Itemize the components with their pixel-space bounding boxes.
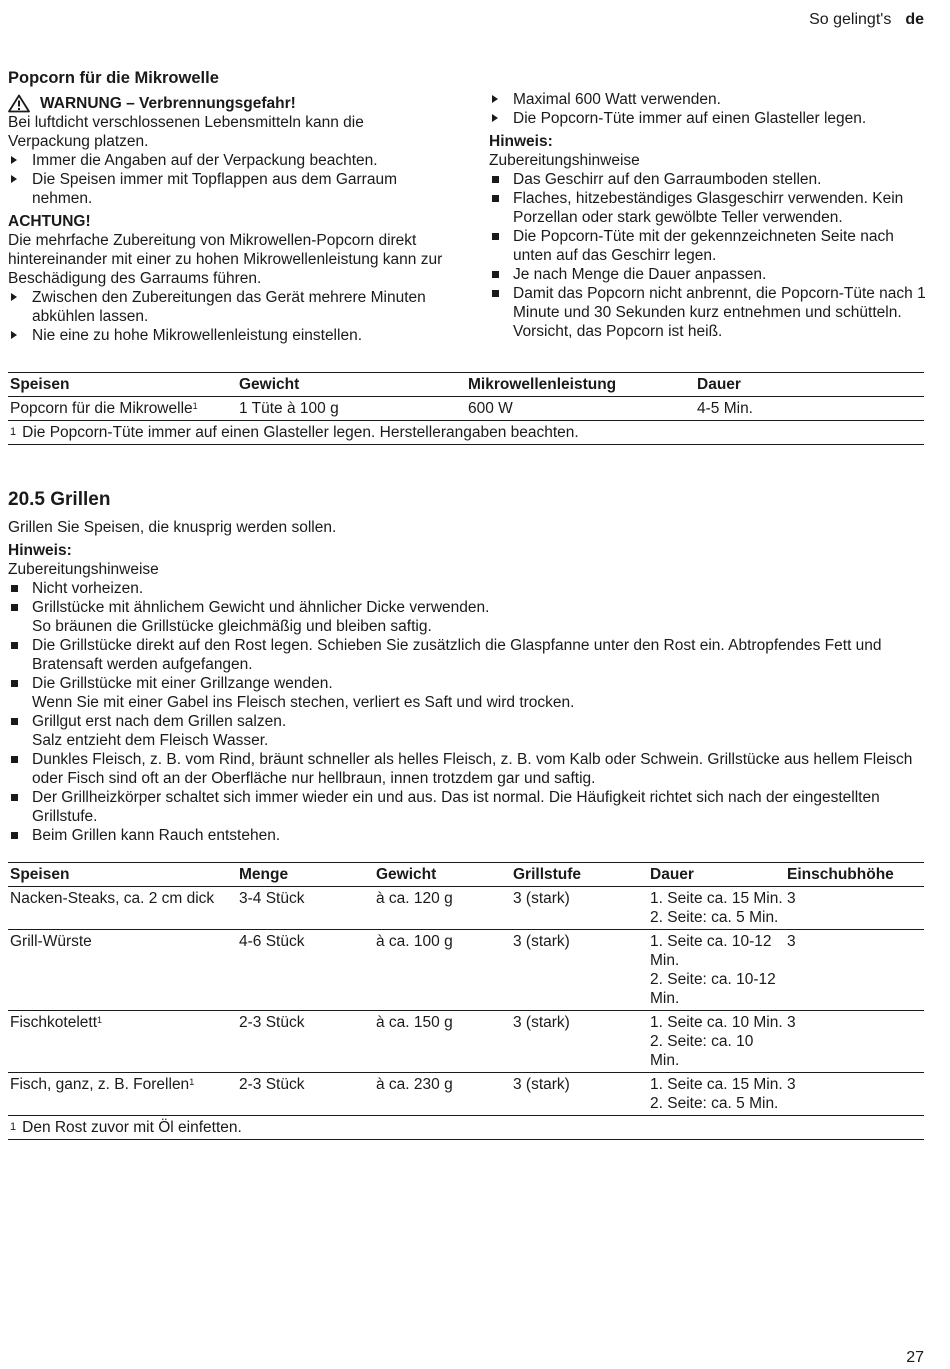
table-header: Speisen	[10, 866, 70, 883]
footnote-mark: 1	[10, 1121, 17, 1133]
table-cell: à ca. 120 g	[376, 890, 453, 907]
table-cell: 4-5 Min.	[697, 400, 753, 417]
table-row	[8, 930, 924, 1011]
table-header: Einschubhöhe	[787, 866, 894, 883]
grill-table	[8, 862, 924, 1140]
table-header: Dauer	[697, 376, 741, 393]
table-footnote	[8, 1116, 924, 1140]
list-item: Zwischen den Zubereitungen das Gerät mehrere Minuten abkühlen lassen.	[8, 288, 448, 326]
footnote-mark: 1	[10, 426, 17, 438]
note-list	[489, 170, 929, 341]
table-header: Gewicht	[376, 866, 437, 883]
table-cell: 3	[787, 933, 796, 950]
cell-text: 1. Seite ca. 15 Min.	[650, 890, 783, 907]
item-text: Grillgut erst nach dem Grillen salzen.	[32, 713, 287, 730]
table-row	[8, 887, 924, 930]
grill-intro: Grillen Sie Speisen, die knusprig werden sollen.	[8, 519, 337, 536]
footnote-text: Den Rost zuvor mit Öl einfetten.	[22, 1119, 242, 1136]
page-number: 27	[906, 1349, 924, 1366]
footnote-ref: 1	[192, 401, 198, 411]
table-cell: 3 (stark)	[513, 890, 570, 907]
table-cell: à ca. 100 g	[376, 933, 453, 950]
list-item	[8, 598, 928, 636]
footnote-ref: 1	[189, 1077, 195, 1087]
table-header-row	[8, 863, 924, 887]
table-cell: 4-6 Stück	[239, 933, 305, 950]
warning-heading	[8, 94, 448, 113]
table-footnote	[8, 421, 924, 445]
table-cell	[8, 930, 237, 1011]
table-header-row	[8, 373, 924, 397]
list-item	[8, 750, 928, 788]
table-cell: 3	[787, 890, 796, 907]
popcorn-left-column	[8, 68, 448, 345]
cell-text: 2. Seite: ca. 10 Min.	[650, 1033, 754, 1069]
table-cell	[8, 1011, 237, 1073]
caution-list	[8, 288, 448, 345]
warning-list	[8, 151, 448, 208]
table-header: Dauer	[650, 866, 694, 883]
note-title: Hinweis:	[489, 133, 553, 150]
cell-text: Fisch, ganz, z. B. Forellen	[10, 1076, 190, 1093]
list-item: Das Geschirr auf den Garraumboden stellen.	[489, 170, 929, 189]
list-item: Die Popcorn-Tüte immer auf einen Glasteller legen.	[489, 109, 929, 128]
list-item	[8, 788, 928, 826]
table-cell: 3 (stark)	[513, 1014, 570, 1031]
table-cell: 3-4 Stück	[239, 890, 305, 907]
warning-title: WARNUNG – Verbrennungsgefahr!	[40, 95, 296, 112]
table-cell: 3 (stark)	[513, 933, 570, 950]
warning-text: Bei luftdicht verschlossenen Lebensmitteln kann die Verpackung platzen.	[8, 114, 364, 150]
cell-text: Grill-Würste	[10, 933, 92, 950]
table-header: Menge	[239, 866, 289, 883]
cell-text: Nacken-Steaks, ca. 2 cm dick	[10, 890, 215, 907]
list-item	[8, 579, 928, 598]
item-text: Die Grillstücke direkt auf den Rost legen. Schieben Sie zusätzlich die Glaspfanne unter den Rost ein. Abtropfendes Fett und Bratensaft werden aufgefangen.	[32, 637, 882, 673]
list-item: Je nach Menge die Dauer anpassen.	[489, 265, 929, 284]
cell-text: 2. Seite: ca. 5 Min.	[650, 909, 779, 926]
popcorn-right-column	[489, 90, 929, 341]
cell-text: 1. Seite ca. 10-12 Min.	[650, 933, 772, 969]
cell-text: 1. Seite ca. 15 Min.	[650, 1076, 783, 1093]
list-item: Nie eine zu hohe Mikrowellenleistung einstellen.	[8, 326, 448, 345]
page-header	[809, 10, 924, 29]
item-text: Dunkles Fleisch, z. B. vom Rind, bräunt schneller als helles Fleisch, z. B. vom Kalb oder Schwein. Grillstücke aus hellem Fleisch oder Fisch sind oft an der Oberfläche nur hellbraun, innen trotzdem gar und saftig.	[32, 751, 913, 787]
table-header: Mikrowellenleistung	[468, 376, 617, 393]
table-cell: à ca. 150 g	[376, 1014, 453, 1031]
cell-text: 2. Seite: ca. 5 Min.	[650, 1095, 779, 1112]
grill-note-list	[8, 579, 928, 845]
list-item	[8, 712, 928, 750]
list-item	[8, 636, 928, 674]
cell-text: Popcorn für die Mikrowelle	[10, 400, 193, 417]
table-cell: 1 Tüte à 100 g	[239, 400, 339, 417]
table-cell	[8, 1073, 237, 1116]
warning-triangle-icon	[8, 94, 30, 113]
header-section: So gelingt's	[809, 11, 892, 28]
note-subtitle: Zubereitungshinweise	[8, 561, 159, 578]
list-item: Die Popcorn-Tüte mit der gekennzeichneten Seite nach unten auf das Geschirr legen.	[489, 227, 929, 265]
section-heading: 20.5 Grillen	[8, 489, 111, 510]
list-item: Die Speisen immer mit Topflappen aus dem Garraum nehmen.	[8, 170, 448, 208]
table-cell	[648, 1073, 785, 1116]
table-cell: 3 (stark)	[513, 1076, 570, 1093]
table-footnote-row	[8, 1116, 924, 1140]
item-text: Nicht vorheizen.	[32, 580, 144, 597]
table-header: Speisen	[10, 376, 70, 393]
item-text: Beim Grillen kann Rauch entstehen.	[32, 827, 281, 844]
item-subtext: Salz entzieht dem Fleisch Wasser.	[32, 732, 269, 749]
table-cell: 2-3 Stück	[239, 1076, 305, 1093]
item-text: Der Grillheizkörper schaltet sich immer wieder ein und aus. Das ist normal. Die Häufigkeit richtet sich nach der eingestellten Grillstufe.	[32, 789, 880, 825]
table-cell: 600 W	[468, 400, 513, 417]
list-item	[8, 826, 928, 845]
grill-section	[8, 488, 928, 845]
caution-title: ACHTUNG!	[8, 213, 91, 230]
table-row	[8, 1073, 924, 1116]
caution-list-continued	[489, 90, 929, 128]
cell-text: 2. Seite: ca. 10-12 Min.	[650, 971, 776, 1007]
table-cell	[648, 1011, 785, 1073]
footnote-ref: 1	[97, 1015, 103, 1025]
popcorn-title: Popcorn für die Mikrowelle	[8, 69, 219, 87]
table-cell	[648, 887, 785, 930]
table-header: Gewicht	[239, 376, 300, 393]
item-text: Grillstücke mit ähnlichem Gewicht und ähnlicher Dicke verwenden.	[32, 599, 490, 616]
table-footnote-row	[8, 421, 924, 445]
table-header: Grillstufe	[513, 866, 582, 883]
cell-text: Fischkotelett	[10, 1014, 98, 1031]
table-row	[8, 1011, 924, 1073]
item-subtext: Wenn Sie mit einer Gabel ins Fleisch stechen, verliert es Saft und wird trocken.	[32, 694, 575, 711]
list-item: Maximal 600 Watt verwenden.	[489, 90, 929, 109]
list-item: Immer die Angaben auf der Verpackung beachten.	[8, 151, 448, 170]
caution-text: Die mehrfache Zubereitung von Mikrowellen-Popcorn direkt hintereinander mit einer zu hohen Mikrowellenleistung kann zur Beschädigung des Garraums führen.	[8, 232, 443, 287]
item-text: Die Grillstücke mit einer Grillzange wenden.	[32, 675, 333, 692]
table-cell: 2-3 Stück	[239, 1014, 305, 1031]
list-item: Flaches, hitzebeständiges Glasgeschirr verwenden. Kein Porzellan oder stark gewölbte Teller verwenden.	[489, 189, 929, 227]
table-cell	[648, 930, 785, 1011]
cell-text: 1. Seite ca. 10 Min.	[650, 1014, 783, 1031]
list-item	[8, 674, 928, 712]
table-row	[8, 397, 924, 421]
table-cell	[8, 887, 237, 930]
table-cell: 3	[787, 1014, 796, 1031]
list-item: Damit das Popcorn nicht anbrennt, die Popcorn-Tüte nach 1 Minute und 30 Sekunden kurz entnehmen und schütteln. Vorsicht, das Popcorn ist heiß.	[489, 284, 929, 341]
table-cell: 3	[787, 1076, 796, 1093]
note-subtitle: Zubereitungshinweise	[489, 152, 640, 169]
item-subtext: So bräunen die Grillstücke gleichmäßig und bleiben saftig.	[32, 618, 432, 635]
note-title: Hinweis:	[8, 542, 72, 559]
footnote-text: Die Popcorn-Tüte immer auf einen Glasteller legen. Herstellerangaben beachten.	[22, 424, 579, 441]
table-cell	[8, 397, 237, 421]
table-cell: à ca. 230 g	[376, 1076, 453, 1093]
popcorn-table	[8, 372, 924, 445]
header-lang: de	[905, 11, 924, 28]
